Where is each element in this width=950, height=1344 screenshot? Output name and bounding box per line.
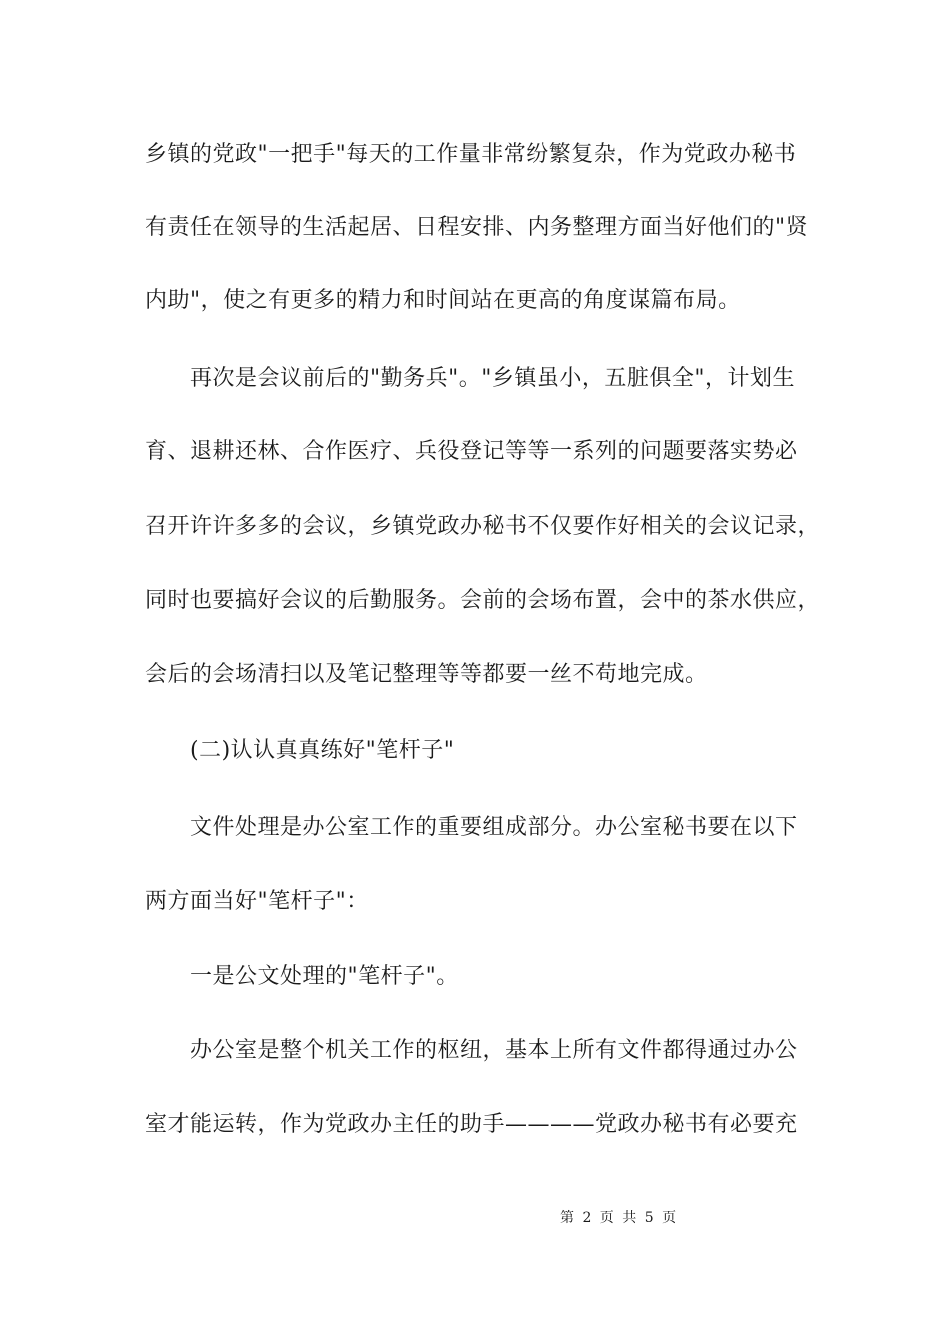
text-line: 有责任在领导的生活起居、日程安排、内务整理方面当好他们的"贤 bbox=[145, 215, 809, 240]
text-line: 召开许许多多的会议，乡镇党政办秘书不仅要作好相关的会议记录， bbox=[145, 514, 821, 539]
text-line: 文件处理是办公室工作的重要组成部分。办公室秘书要在以下 bbox=[190, 815, 798, 840]
page-number: 第 2 页 共 5 页 bbox=[560, 1210, 677, 1226]
text-line: 两方面当好"笔杆子"： bbox=[145, 889, 369, 914]
text-line: 乡镇的党政"一把手"每天的工作量非常纷繁复杂，作为党政办秘书 bbox=[145, 142, 797, 167]
text-line: 办公室是整个机关工作的枢纽，基本上所有文件都得通过办公 bbox=[190, 1038, 798, 1063]
text-line: 内助"，使之有更多的精力和时间站在更高的角度谋篇布局。 bbox=[145, 288, 741, 313]
text-line: 室才能运转，作为党政办主任的助手————党政办秘书有必要充 bbox=[145, 1112, 798, 1137]
text-line: 再次是会议前后的"勤务兵"。"乡镇虽小，五脏俱全"，计划生 bbox=[190, 366, 795, 391]
text-line: 会后的会场清扫以及笔记整理等等都要一丝不苟地完成。 bbox=[145, 662, 708, 687]
text-line: 育、退耕还林、合作医疗、兵役登记等等一系列的问题要落实势必 bbox=[145, 439, 798, 464]
section-heading: (二)认认真真练好"笔杆子" bbox=[190, 738, 455, 763]
text-line: 同时也要搞好会议的后勤服务。会前的会场布置，会中的茶水供应， bbox=[145, 588, 821, 613]
text-line: 一是公文处理的"笔杆子"。 bbox=[190, 964, 459, 989]
